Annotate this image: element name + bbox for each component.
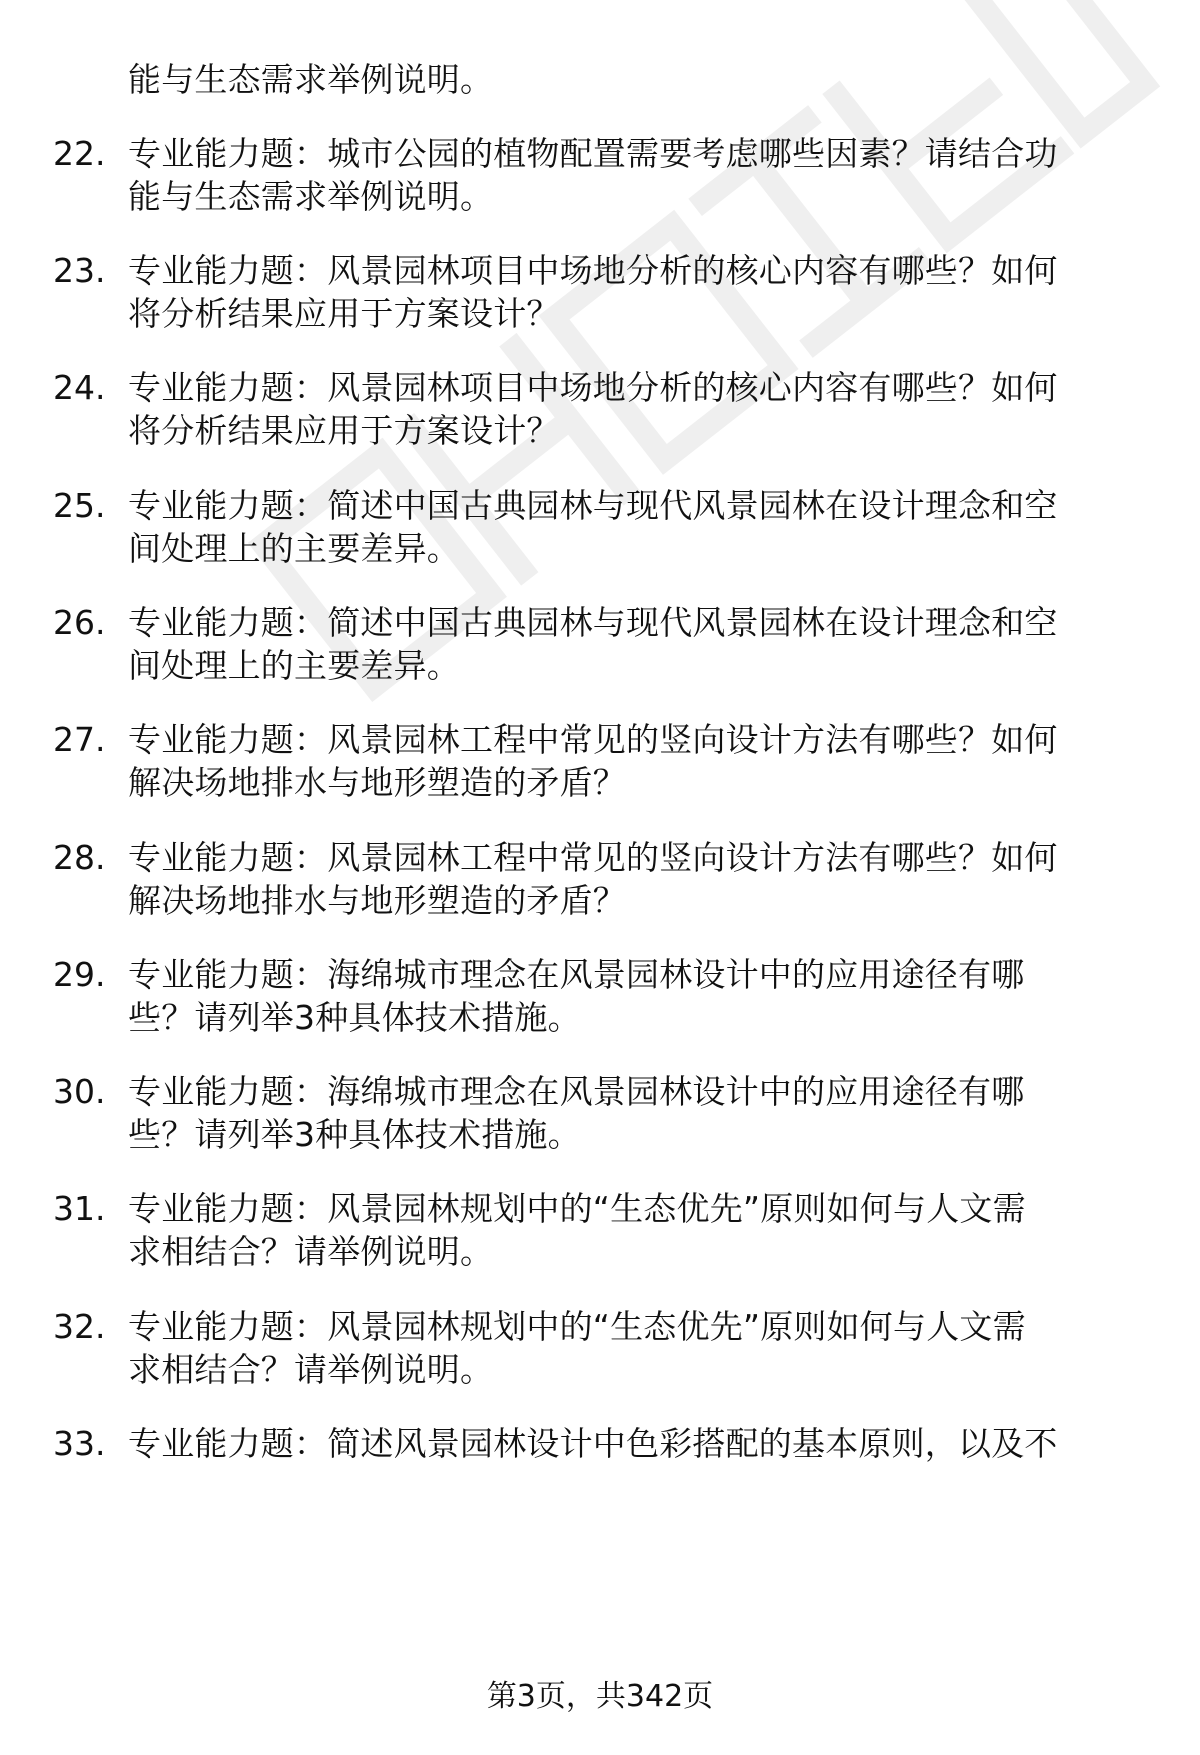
item-text-line1: 专业能力题：简述中国古典园林与现代风景园林在设计理念和空 bbox=[128, 603, 1058, 642]
item-number: 29. bbox=[53, 955, 106, 994]
item-number: 25. bbox=[53, 486, 106, 525]
item-text-line2: 间处理上的主要差异。 bbox=[128, 646, 460, 685]
item-number: 31. bbox=[53, 1189, 106, 1228]
item-number: 26. bbox=[53, 603, 106, 642]
item-text-line2: 些？请列举3种具体技术措施。 bbox=[128, 998, 581, 1037]
item-text-line2: 求相结合？请举例说明。 bbox=[128, 1350, 494, 1389]
item-text-line1: 专业能力题：简述风景园林设计中色彩搭配的基本原则，以及不 bbox=[128, 1424, 1058, 1463]
item-number: 22. bbox=[53, 134, 106, 173]
item-text-line2: 将分析结果应用于方案设计？ bbox=[128, 294, 560, 333]
item-text-line2: 间处理上的主要差异。 bbox=[128, 529, 460, 568]
item-number: 24. bbox=[53, 368, 106, 407]
item-text-line1: 专业能力题：城市公园的植物配置需要考虑哪些因素？请结合功 bbox=[128, 134, 1058, 173]
item-number: 27. bbox=[53, 720, 106, 759]
item-text-line1: 专业能力题：风景园林规划中的“生态优先”原则如何与人文需 bbox=[128, 1189, 1026, 1228]
page-footer: 第3页，共342页 bbox=[486, 1679, 714, 1714]
item-text-line1: 专业能力题：海绵城市理念在风景园林设计中的应用途径有哪 bbox=[128, 1072, 1025, 1111]
item-text-line1: 专业能力题：风景园林项目中场地分析的核心内容有哪些？如何 bbox=[128, 368, 1058, 407]
item-text-line2: 些？请列举3种具体技术措施。 bbox=[128, 1115, 581, 1154]
item-text-line1: 专业能力题：风景园林工程中常见的竖向设计方法有哪些？如何 bbox=[128, 838, 1058, 877]
item-text-line1: 专业能力题：风景园林项目中场地分析的核心内容有哪些？如何 bbox=[128, 251, 1058, 290]
item-number: 30. bbox=[53, 1072, 106, 1111]
item-text-line2: 解决场地排水与地形塑造的矛盾？ bbox=[128, 763, 626, 802]
item-text-line2: 能与生态需求举例说明。 bbox=[128, 177, 494, 216]
item-number: 32. bbox=[53, 1307, 106, 1346]
item-text-line1: 专业能力题：风景园林规划中的“生态优先”原则如何与人文需 bbox=[128, 1307, 1026, 1346]
item-text-line1: 专业能力题：海绵城市理念在风景园林设计中的应用途径有哪 bbox=[128, 955, 1025, 994]
item-text-line2: 将分析结果应用于方案设计？ bbox=[128, 411, 560, 450]
item-text-line2: 解决场地排水与地形塑造的矛盾？ bbox=[128, 881, 626, 920]
item-text-line1: 专业能力题：风景园林工程中常见的竖向设计方法有哪些？如何 bbox=[128, 720, 1058, 759]
item-text-line2: 求相结合？请举例说明。 bbox=[128, 1232, 494, 1271]
item-text-line1: 专业能力题：简述中国古典园林与现代风景园林在设计理念和空 bbox=[128, 486, 1058, 525]
top-continuation-line: 能与生态需求举例说明。 bbox=[128, 60, 494, 99]
item-number: 23. bbox=[53, 251, 106, 290]
item-number: 28. bbox=[53, 838, 106, 877]
item-number: 33. bbox=[53, 1424, 106, 1463]
